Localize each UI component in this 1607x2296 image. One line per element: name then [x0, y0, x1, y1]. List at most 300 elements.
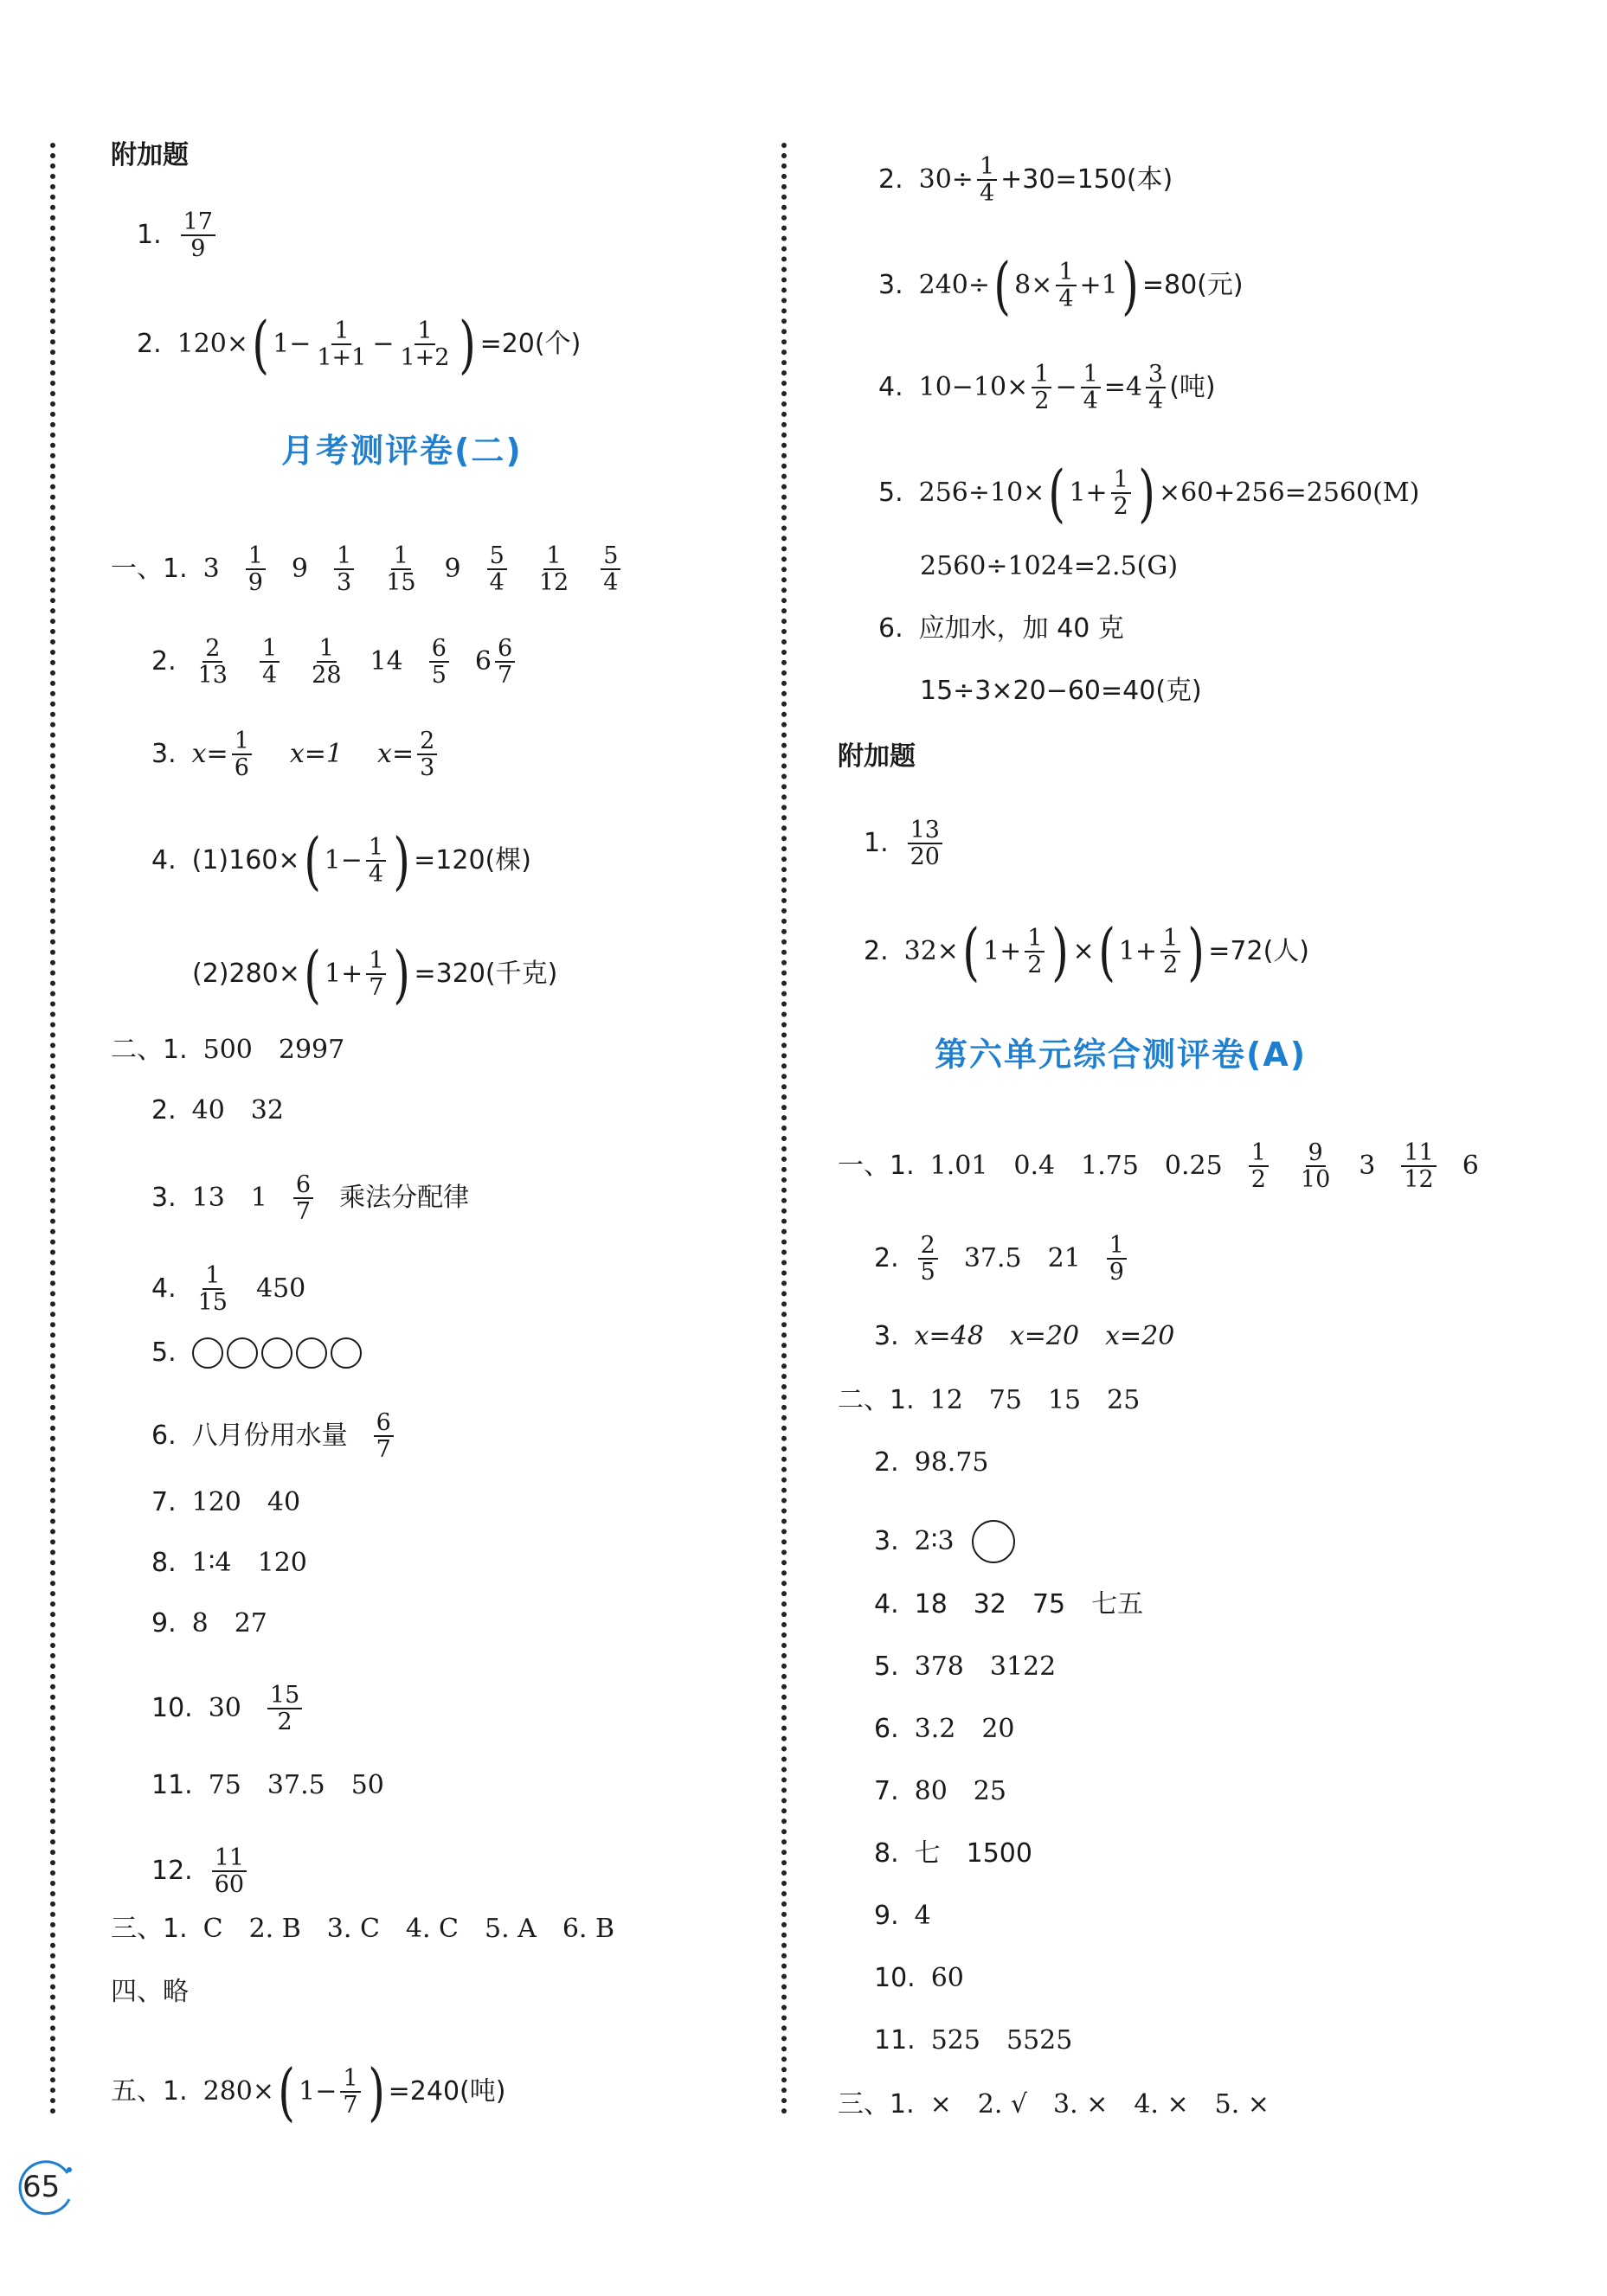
part2-answer-8 — [151, 1550, 307, 1576]
expr-text: =4 — [1103, 372, 1142, 402]
expr-text: x= — [191, 739, 228, 769]
part2-answer-5 — [151, 1337, 365, 1369]
denominator: 1+2 — [400, 344, 450, 371]
numerator: 1 — [1160, 926, 1180, 952]
denominator: 7 — [498, 662, 513, 689]
numerator: 2 — [202, 636, 222, 663]
expr-text: 15÷3×20−60=40(克) — [920, 676, 1202, 706]
expr-text: 8× — [1014, 270, 1053, 300]
expr-text: 10−10× — [918, 372, 1029, 402]
denominator: 15 — [197, 1289, 228, 1316]
fraction — [212, 1845, 247, 1897]
part2-answer-7 — [151, 1487, 301, 1517]
part1-answer-4-2 — [192, 938, 558, 1010]
fraction — [374, 1410, 394, 1462]
left-paren: ( — [304, 938, 321, 1010]
answer-text: C 2. B 3. C 4. C 5. A 6. B — [202, 1914, 615, 1944]
numerator: 5 — [601, 543, 620, 570]
expr-text: 1− — [324, 845, 363, 875]
numerator: 1 — [415, 318, 434, 345]
right-paren: ) — [459, 308, 477, 381]
denominator: 2 — [1027, 952, 1043, 978]
right-answer-3 — [878, 249, 1244, 322]
expr-text: =72(人) — [1208, 936, 1310, 966]
right-answer-6 — [878, 613, 1124, 644]
denominator: 9 — [190, 235, 206, 262]
answer-text: 8 27 — [191, 1608, 267, 1639]
numerator: 6 — [374, 1410, 394, 1437]
denominator: 4 — [1058, 285, 1074, 312]
item-number: 6. — [874, 1714, 899, 1744]
denominator: 2 — [1250, 1166, 1266, 1193]
denominator: 9 — [247, 569, 263, 596]
numerator: 3 — [1146, 362, 1166, 388]
fraction — [429, 636, 449, 688]
item-number: 一、1. — [838, 1151, 915, 1181]
item-number: 10. — [874, 1963, 916, 1993]
numerator: 1 — [366, 835, 386, 862]
numerator: 1 — [1111, 467, 1131, 494]
unit6-part2-answer-2 — [874, 1447, 989, 1478]
expr-text: 1+ — [1069, 478, 1108, 508]
unit6-part2-answer-9 — [874, 1903, 931, 1929]
fraction — [417, 728, 437, 780]
expr-text: 280× — [202, 2076, 275, 2107]
item-number: 三、1. — [838, 2089, 915, 2120]
expr-text: ×60+256=2560(M) — [1158, 478, 1420, 508]
part1-answer-1 — [111, 543, 624, 595]
item-number: 5. — [151, 1337, 177, 1368]
expr-text: x=1 — [289, 739, 344, 769]
numerator: 6 — [293, 1172, 313, 1199]
numerator: 15 — [267, 1683, 302, 1709]
part2-answer-10 — [151, 1683, 305, 1735]
item-number: 4. — [878, 372, 903, 402]
expr-text: =320(千克) — [414, 959, 558, 989]
circle-mark — [192, 1337, 223, 1369]
denominator: 28 — [312, 662, 342, 689]
item-number: 9. — [874, 1901, 899, 1931]
item-number: 3. — [878, 270, 903, 300]
numerator: 1 — [977, 154, 997, 181]
denominator: 2 — [1113, 493, 1128, 520]
right-paren: ) — [393, 938, 411, 1010]
item-number: 一、1. — [111, 554, 188, 584]
bonus-answer-1 — [137, 209, 219, 261]
unit6-part1-answer-3 — [874, 1321, 1175, 1351]
expr-text: 2560÷1024=2.5(G) — [920, 551, 1179, 581]
denominator: 2 — [277, 1709, 292, 1735]
section-heading-monthly-test-2: 月考测评卷(二) — [281, 432, 523, 470]
expr-text: − — [1055, 372, 1077, 402]
denominator: 4 — [1148, 388, 1164, 414]
left-paren: ( — [1097, 915, 1115, 988]
item-number: 2. — [878, 164, 903, 195]
denominator: 4 — [979, 180, 995, 207]
item-number: 2. — [137, 329, 162, 359]
fraction — [1249, 1140, 1269, 1192]
fraction — [334, 543, 354, 595]
value: 6 — [1462, 1151, 1479, 1181]
answer-text: 1∶4 120 — [191, 1548, 307, 1578]
part1-answer-2 — [151, 636, 518, 688]
numerator: 9 — [1306, 1140, 1326, 1167]
value: 3 — [202, 554, 220, 584]
item-number: 2. — [874, 1243, 899, 1273]
answer-text: 98.75 — [914, 1447, 989, 1478]
section-heading-unit6-test-a: 第六单元综合测评卷(A) — [935, 1036, 1308, 1074]
numerator: 1 — [1056, 260, 1076, 286]
item-number: 11. — [151, 1770, 193, 1800]
expr-text: +1 — [1079, 270, 1118, 300]
numerator: 6 — [495, 636, 515, 663]
numerator: 1 — [317, 636, 337, 663]
answer-text: 八月份用水量 — [191, 1421, 348, 1451]
denominator: 60 — [214, 1871, 245, 1898]
answer-text: 七 1500 — [914, 1838, 1032, 1869]
fraction — [977, 154, 997, 206]
denominator: 4 — [368, 861, 384, 888]
value: 3 — [1359, 1151, 1376, 1181]
part2-answer-4 — [151, 1263, 305, 1315]
numerator: 1 — [1032, 362, 1051, 388]
denominator: 4 — [489, 569, 505, 596]
item-number: 1. — [137, 220, 162, 250]
bonus-answer-2 — [137, 308, 582, 381]
denominator: 7 — [376, 1436, 391, 1463]
value: 14 — [370, 646, 403, 677]
page-number: 65 — [22, 2170, 61, 2204]
part4-answer — [111, 1979, 189, 2005]
denominator: 15 — [386, 569, 416, 596]
left-paren: ( — [252, 308, 269, 381]
item-number: 3. — [874, 1526, 899, 1556]
numerator: 17 — [181, 209, 215, 236]
denominator: 1+1 — [317, 344, 367, 371]
fraction — [495, 636, 515, 688]
expr-text: (2)280× — [192, 959, 300, 989]
fraction — [366, 835, 386, 887]
expr-text: 1+ — [983, 936, 1022, 966]
answer-text: 四、略 — [111, 1977, 189, 2007]
part1-answer-3 — [151, 728, 440, 780]
fraction — [1111, 467, 1131, 519]
circle-mark — [972, 1520, 1015, 1563]
expr-text: +30=150(本) — [1000, 164, 1173, 195]
numerator: 2 — [417, 728, 437, 755]
numerator: 11 — [1401, 1140, 1436, 1167]
part3-answers — [111, 1916, 614, 1942]
numerator: 1 — [340, 2066, 360, 2093]
numerator: 1 — [366, 948, 386, 975]
fraction — [1056, 260, 1076, 311]
item-number: 3. — [874, 1321, 899, 1351]
fraction — [196, 636, 230, 688]
numerator: 1 — [1249, 1140, 1269, 1167]
unit6-part2-answer-1 — [838, 1385, 1141, 1415]
denominator: 4 — [261, 662, 278, 689]
item-number: 8. — [151, 1548, 177, 1578]
expr-text: 240÷ — [918, 270, 991, 300]
unit6-part2-answer-11 — [874, 2025, 1073, 2055]
item-number: 11. — [874, 2025, 916, 2055]
item-number: 2. — [151, 1095, 177, 1126]
unit6-part2-answer-3 — [874, 1520, 1015, 1563]
numerator: 1 — [391, 543, 411, 570]
right-answer-4 — [878, 362, 1216, 414]
expr-text: 1+ — [1118, 936, 1158, 966]
fraction — [260, 636, 280, 688]
numerator: 1 — [246, 543, 266, 570]
right-paren: ) — [1051, 915, 1070, 988]
answer-text: 450 — [255, 1273, 306, 1304]
fraction — [366, 948, 386, 1000]
denominator: 4 — [1083, 388, 1098, 414]
part2-answer-12 — [151, 1845, 250, 1897]
numerator: 6 — [429, 636, 449, 663]
answer-text: 1.01 0.4 1.75 0.25 — [929, 1151, 1223, 1181]
item-number: 3. — [151, 739, 177, 769]
right-paren: ) — [367, 2055, 385, 2128]
item-number: 2. — [151, 646, 177, 677]
answer-text: 应加水，加 40 克 — [918, 613, 1124, 644]
bonus-title-text: 附加题 — [838, 741, 916, 772]
fraction — [537, 543, 571, 595]
item-number: 6. — [151, 1421, 177, 1451]
part2-answer-11 — [151, 1770, 384, 1800]
denominator: 10 — [1300, 1166, 1331, 1193]
circle-mark — [296, 1337, 327, 1369]
answer-text: 3.2 20 — [914, 1714, 1015, 1744]
item-number: 5. — [878, 478, 903, 508]
item-number: 二、1. — [111, 1035, 188, 1065]
item-number: 8. — [874, 1838, 899, 1869]
fraction — [1298, 1140, 1333, 1192]
numerator: 1 — [260, 636, 280, 663]
item-number: 9. — [151, 1608, 177, 1639]
answer-text: 30 — [208, 1693, 241, 1723]
fraction — [383, 543, 418, 595]
item-number: 2. — [874, 1447, 899, 1478]
answer-text: 4 — [914, 1901, 931, 1931]
fraction — [908, 818, 942, 869]
part2-answer-6 — [151, 1410, 397, 1462]
part5-answer-1 — [111, 2055, 506, 2128]
left-paren: ( — [962, 915, 980, 988]
expr-text: − — [372, 329, 395, 359]
fraction — [1146, 362, 1166, 414]
part2-answer-3 — [151, 1172, 469, 1224]
answer-text: 2∶3 — [914, 1526, 955, 1556]
numerator: 1 — [543, 543, 563, 570]
fraction — [1081, 362, 1101, 414]
fraction — [1160, 926, 1180, 978]
denominator: 2 — [1163, 952, 1179, 978]
unit6-part3-answers — [838, 2089, 1270, 2120]
answer-text: × 2. √ 3. × 4. × 5. × — [929, 2089, 1270, 2120]
expr-text: =80(元) — [1141, 270, 1244, 300]
unit6-part2-answer-7 — [874, 1776, 1006, 1806]
numerator: 11 — [212, 1845, 247, 1872]
right-bonus-answer-2 — [864, 915, 1310, 988]
value: 9 — [291, 554, 308, 584]
unit6-part2-answer-5 — [874, 1651, 1057, 1682]
fraction — [1401, 1140, 1436, 1192]
fraction — [1025, 926, 1045, 978]
answer-text: 75 37.5 50 — [208, 1770, 384, 1800]
item-number: 三、1. — [111, 1914, 188, 1944]
denominator: 7 — [295, 1198, 312, 1225]
left-paren: ( — [1048, 457, 1066, 529]
answer-text: x=48 x=20 x=20 — [914, 1321, 1175, 1351]
fraction — [397, 318, 452, 370]
fraction — [601, 543, 620, 595]
numerator: 5 — [487, 543, 507, 570]
fraction — [246, 543, 266, 595]
denominator: 9 — [1109, 1259, 1124, 1286]
denominator: 2 — [1034, 388, 1050, 414]
expr-text: (吨) — [1169, 372, 1216, 402]
part2-answer-9 — [151, 1608, 267, 1639]
numerator: 1 — [1081, 362, 1101, 388]
expr-text: x= — [377, 739, 415, 769]
bonus-section-title-right — [838, 741, 916, 772]
circle-mark — [227, 1337, 258, 1369]
item-number: 4. — [874, 1589, 899, 1619]
denominator: 5 — [920, 1259, 935, 1286]
fraction — [314, 318, 369, 370]
fraction — [309, 636, 344, 688]
numerator: 1 — [1025, 926, 1045, 952]
expr-text: =20(个) — [479, 329, 582, 359]
unit6-part1-answer-1 — [838, 1140, 1479, 1192]
left-margin-dotted-line — [50, 143, 55, 2115]
unit6-part2-answer-6 — [874, 1716, 1015, 1742]
answer-text: 13 1 — [191, 1183, 267, 1213]
numerator: 1 — [202, 1263, 222, 1290]
right-paren: ) — [1121, 249, 1139, 322]
denominator: 3 — [420, 754, 435, 781]
center-dotted-divider — [781, 143, 787, 2115]
unit6-part2-answer-4 — [874, 1589, 1144, 1619]
item-number: 12. — [151, 1856, 193, 1886]
answer-text: 40 32 — [191, 1095, 284, 1126]
denominator: 4 — [603, 569, 619, 596]
item-number: 1. — [864, 828, 889, 858]
denominator: 5 — [431, 662, 447, 689]
fraction — [196, 1263, 230, 1315]
item-number: 4. — [151, 1273, 177, 1304]
item-number: 3. — [151, 1183, 177, 1213]
answer-text: 60 — [930, 1963, 964, 1993]
fraction — [293, 1172, 313, 1224]
fraction — [181, 209, 215, 261]
left-paren: ( — [993, 249, 1011, 322]
fraction — [1032, 362, 1051, 414]
answer-text: 12 75 15 25 — [929, 1385, 1141, 1415]
bonus-title-text: 附加题 — [111, 140, 189, 170]
unit6-part1-answer-2 — [874, 1233, 1130, 1285]
item-number: 2. — [864, 936, 889, 966]
item-number: 7. — [151, 1487, 177, 1517]
denominator: 12 — [1404, 1166, 1434, 1193]
denominator: 7 — [369, 974, 384, 1001]
mixed-number — [475, 636, 518, 688]
left-paren: ( — [303, 824, 321, 897]
fraction — [918, 1233, 938, 1285]
numerator: 1 — [331, 318, 351, 345]
expr-text: 30÷ — [918, 164, 974, 195]
circle-mark — [331, 1337, 362, 1369]
right-answer-6-line2 — [920, 678, 1202, 704]
right-answer-5 — [878, 457, 1420, 529]
expr-text: × — [1072, 936, 1095, 966]
expr-text: 120× — [177, 329, 249, 359]
item-number: 5. — [874, 1651, 899, 1682]
value: 9 — [444, 554, 461, 584]
right-bonus-answer-1 — [864, 818, 946, 869]
right-answer-5-line2 — [920, 551, 1179, 581]
fraction — [232, 728, 252, 780]
denominator: 12 — [538, 569, 569, 596]
answer-text: 120 40 — [191, 1487, 301, 1517]
fraction — [487, 543, 507, 595]
fraction — [1107, 1233, 1127, 1285]
numerator: 1 — [232, 728, 252, 755]
circle-mark — [261, 1337, 292, 1369]
unit6-part2-answer-8 — [874, 1838, 1032, 1869]
expr-text: =120(棵) — [414, 845, 531, 875]
numerator: 13 — [908, 818, 942, 844]
fraction — [267, 1683, 302, 1735]
right-paren: ) — [393, 824, 410, 897]
left-paren: ( — [278, 2055, 295, 2128]
right-paren: ) — [1138, 457, 1155, 529]
answer-text: 80 25 — [914, 1776, 1006, 1806]
denominator: 7 — [343, 2092, 358, 2119]
expr-text: =240(吨) — [388, 2076, 506, 2107]
expr-text: 256÷10× — [918, 478, 1045, 508]
item-number: 五、1. — [111, 2076, 188, 2107]
right-paren: ) — [1187, 915, 1205, 988]
item-number: 6. — [878, 613, 903, 644]
part1-answer-4-1 — [151, 824, 531, 897]
numerator: 2 — [918, 1233, 938, 1260]
bonus-section-title — [111, 140, 189, 170]
denominator: 3 — [337, 569, 352, 596]
expr-text: 1− — [273, 329, 312, 359]
answer-text: 500 2997 — [202, 1035, 345, 1065]
right-answer-2 — [878, 154, 1173, 206]
denominator: 13 — [197, 662, 228, 689]
answer-text: 乘法分配律 — [339, 1183, 470, 1213]
part2-answer-1 — [111, 1037, 344, 1063]
expr-text: 1+ — [325, 959, 363, 989]
numerator: 1 — [1107, 1233, 1127, 1260]
whole-part: 6 — [474, 646, 492, 677]
answer-text: 378 3122 — [914, 1651, 1057, 1682]
item-number: 二、1. — [838, 1385, 915, 1415]
item-number: 4. — [151, 845, 177, 875]
denominator: 6 — [234, 754, 249, 781]
item-number: 10. — [151, 1693, 193, 1723]
part2-answer-2 — [151, 1095, 284, 1126]
denominator: 20 — [910, 843, 940, 870]
answer-text: 37.5 21 — [963, 1243, 1081, 1273]
expr-text: (1)160× — [191, 845, 300, 875]
expr-text: 1− — [299, 2076, 337, 2107]
answer-text: 525 5525 — [930, 2025, 1073, 2055]
